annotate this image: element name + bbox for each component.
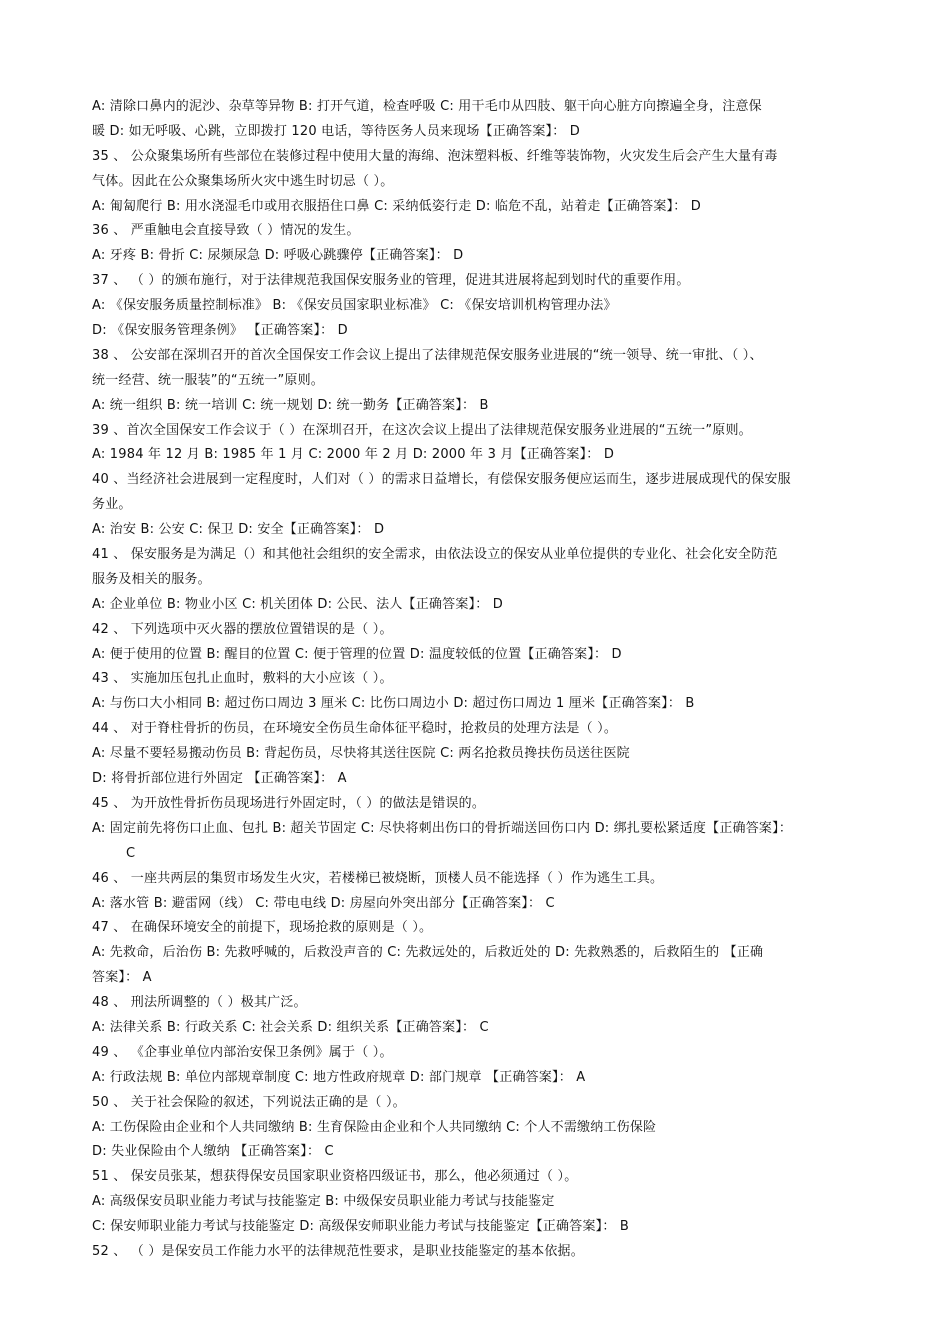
text-line (92, 269, 872, 294)
text-line (92, 991, 872, 1016)
text-line (92, 493, 872, 518)
text-line (92, 1016, 872, 1041)
text-line-content: D: 失业保险由个人缴纳 【正确答案】： C (92, 1144, 334, 1160)
text-line-content: 43 、 实施加压包扎止血时，敷料的大小应该（ ）。 (92, 671, 393, 687)
text-line-content: A: 行政法规 B: 单位内部规章制度 C: 地方性政府规章 D: 部门规章 【正确答案】： A (92, 1069, 586, 1085)
text-line-content: D: 《保安服务管理条例》 【正确答案】： D (92, 323, 348, 339)
text-line-content: 50 、 关于社会保险的叙述，下列说法正确的是（ ）。 (92, 1094, 406, 1110)
text-line-content: 35 、 公众聚集场所有些部位在装修过程中使用大量的海绵、泡沫塑料板、纤维等装饰物，火灾发生后会产生大量有毒 (92, 148, 778, 164)
text-line (92, 966, 872, 991)
text-line (92, 618, 872, 643)
text-line (92, 867, 872, 892)
text-line (92, 1116, 872, 1141)
text-line-content: A: 与伤口大小相同 B: 超过伤口周边 3 厘米 C: 比伤口周边小 D: 超过伤口周边 1 厘米【正确答案】： B (92, 696, 695, 712)
text-line-content: 38 、 公安部在深圳召开的首次全国保安工作会议上提出了法律规范保安服务业进展的“统一领导、统一审批、（ ）、 (92, 347, 763, 363)
text-line-content: C (126, 845, 136, 861)
text-line-content: 41 、 保安服务是为满足（）和其他社会组织的安全需求，由依法设立的保安从业单位提供的专业化、社会化安全防范 (92, 547, 778, 563)
text-line (92, 892, 872, 917)
text-line (92, 319, 872, 344)
text-line-content: A: 治安 B: 公安 C: 保卫 D: 安全【正确答案】： D (92, 522, 385, 538)
text-line (92, 1091, 872, 1116)
text-line (92, 369, 872, 394)
text-line-content: 答案】： A (92, 970, 152, 986)
text-line (92, 742, 872, 767)
text-line (92, 643, 872, 668)
text-line (92, 195, 872, 220)
text-line-content: A: 匍匐爬行 B: 用水浇湿毛巾或用衣服捂住口鼻 C: 采纳低姿行走 D: 临危不乱，站着走【正确答案】： D (92, 198, 701, 214)
text-line (92, 120, 872, 145)
text-line-content: A: 清除口鼻内的泥沙、杂草等异物 B: 打开气道，检查呼吸 C: 用干毛巾从四肢、躯干向心脏方向擦遍全身，注意保 (92, 99, 762, 114)
text-line (92, 1041, 872, 1066)
text-line (92, 518, 872, 543)
text-line (92, 1066, 872, 1091)
text-line (92, 468, 872, 493)
text-line-content: 务业。 (92, 497, 132, 513)
text-line (92, 443, 872, 468)
document-body (92, 95, 872, 1265)
text-line (92, 1165, 872, 1190)
text-line-content: 51 、 保安员张某，想获得保安员国家职业资格四级证书，那么，他必须通过（ ）。 (92, 1169, 578, 1185)
text-line-content: A: 固定前先将伤口止血、包扎 B: 超关节固定 C: 尽快将刺出伤口的骨折端送回伤口内 D: 绑扎要松紧适度【正确答案】： (92, 820, 793, 836)
text-line-content: A: 《保安服务质量控制标准》 B: 《保安员国家职业标准》 C: 《保安培训机构管理办法》 (92, 298, 617, 314)
text-line-content: A: 1984 年 12 月 B: 1985 年 1 月 C: 2000 年 2 月 D: 2000 年 3 月【正确答案】： D (92, 447, 615, 463)
text-line-content: 气体。因此在公众聚集场所火灾中逃生时切忌（ ）。 (92, 173, 394, 189)
text-line (92, 543, 872, 568)
text-line (92, 344, 872, 369)
text-line-content: 52 、 （ ）是保安员工作能力水平的法律规范性要求，是职业技能鉴定的基本依据。 (92, 1243, 584, 1259)
text-line-content: A: 尽量不要轻易搬动伤员 B: 背起伤员，尽快将其送往医院 C: 两名抢救员搀扶伤员送往医院 (92, 746, 630, 762)
text-line (92, 817, 872, 842)
text-line (92, 916, 872, 941)
text-line (92, 244, 872, 269)
text-line-content: 37 、 （ ）的颁布施行，对于法律规范我国保安服务业的管理，促进其进展将起到划时代的重要作用。 (92, 273, 690, 289)
text-line (92, 667, 872, 692)
text-line-content: C: 保安师职业能力考试与技能鉴定 D: 高级保安师职业能力考试与技能鉴定【正确答案】： B (92, 1219, 629, 1235)
text-line (92, 394, 872, 419)
text-line-content: A: 统一组织 B: 统一培训 C: 统一规划 D: 统一勤务【正确答案】： B (92, 397, 489, 413)
text-line (92, 593, 872, 618)
text-line-content: 暖 D: 如无呼吸、心跳，立即拨打 120 电话，等待医务人员来现场【正确答案】： D (92, 123, 580, 139)
text-line-content: 46 、 一座共两层的集贸市场发生火灾，若楼梯已被烧断，顶楼人员不能选择（ ）作为逃生工具。 (92, 870, 664, 886)
text-line (92, 294, 872, 319)
text-line (92, 1215, 872, 1240)
text-line (92, 1140, 872, 1165)
text-line-content: D: 将骨折部位进行外固定 【正确答案】： A (92, 771, 347, 787)
text-line-content: 47 、 在确保环境安全的前提下，现场抢救的原则是（ ）。 (92, 920, 433, 936)
text-line (92, 941, 872, 966)
text-line-content: A: 便于使用的位置 B: 醒目的位置 C: 便于管理的位置 D: 温度较低的位置【正确答案】： D (92, 646, 622, 662)
text-line (92, 1190, 872, 1215)
text-line-content: A: 落水管 B: 避雷网（线） C: 带电电线 D: 房屋向外突出部分【正确答案】： C (92, 895, 555, 911)
text-line-content: 40 、当经济社会进展到一定程度时，人们对（ ）的需求日益增长，有偿保安服务便应运而生，逐步进展成现代的保安服 (92, 472, 791, 488)
text-line-content: A: 企业单位 B: 物业小区 C: 机关团体 D: 公民、法人【正确答案】： D (92, 596, 503, 612)
text-line-content: 45 、 为开放性骨折伤员现场进行外固定时，（ ）的做法是错误的。 (92, 795, 486, 811)
text-line-content: A: 先救命，后治伤 B: 先救呼喊的，后救没声音的 C: 先救远处的，后救近处的 D: 先救熟悉的，后救陌生的 【正确 (92, 945, 764, 961)
text-line-content: 39 、首次全国保安工作会议于（ ）在深圳召开，在这次会议上提出了法律规范保安服务业进展的“五统一”原则。 (92, 422, 752, 438)
text-line-content: 49 、 《企事业单位内部治安保卫条例》属于（ ）。 (92, 1044, 393, 1060)
text-line-content: 服务及相关的服务。 (92, 571, 211, 587)
text-line (92, 717, 872, 742)
text-line (92, 767, 872, 792)
text-line-content: A: 高级保安员职业能力考试与技能鉴定 B: 中级保安员职业能力考试与技能鉴定 (92, 1194, 555, 1210)
text-line (92, 95, 872, 120)
text-line-content: A: 牙疼 B: 骨折 C: 尿频尿急 D: 呼吸心跳骤停【正确答案】： D (92, 248, 464, 264)
text-line (92, 568, 872, 593)
text-line (92, 1240, 872, 1265)
text-line-content: 统一经营、统一服装”的“五统一”原则。 (92, 372, 325, 388)
text-line-content: 36 、 严重触电会直接导致（ ）情况的发生。 (92, 223, 360, 239)
text-line (92, 219, 872, 244)
text-line-content: A: 法律关系 B: 行政关系 C: 社会关系 D: 组织关系【正确答案】： C (92, 1019, 489, 1035)
text-line (92, 692, 872, 717)
text-line-content: 48 、 刑法所调整的（ ）极其广泛。 (92, 995, 307, 1011)
text-line (92, 842, 872, 867)
text-line-content: 42 、 下列选项中灭火器的摆放位置错误的是（ ）。 (92, 621, 393, 637)
text-line (92, 792, 872, 817)
text-line (92, 145, 872, 170)
text-line (92, 419, 872, 444)
text-line-content: 44 、 对于脊柱骨折的伤员，在环境安全伤员生命体征平稳时，抢救员的处理方法是（ ）。 (92, 721, 618, 737)
text-line-content: A: 工伤保险由企业和个人共同缴纳 B: 生育保险由企业和个人共同缴纳 C: 个人不需缴纳工伤保险 (92, 1119, 657, 1135)
text-line (92, 170, 872, 195)
